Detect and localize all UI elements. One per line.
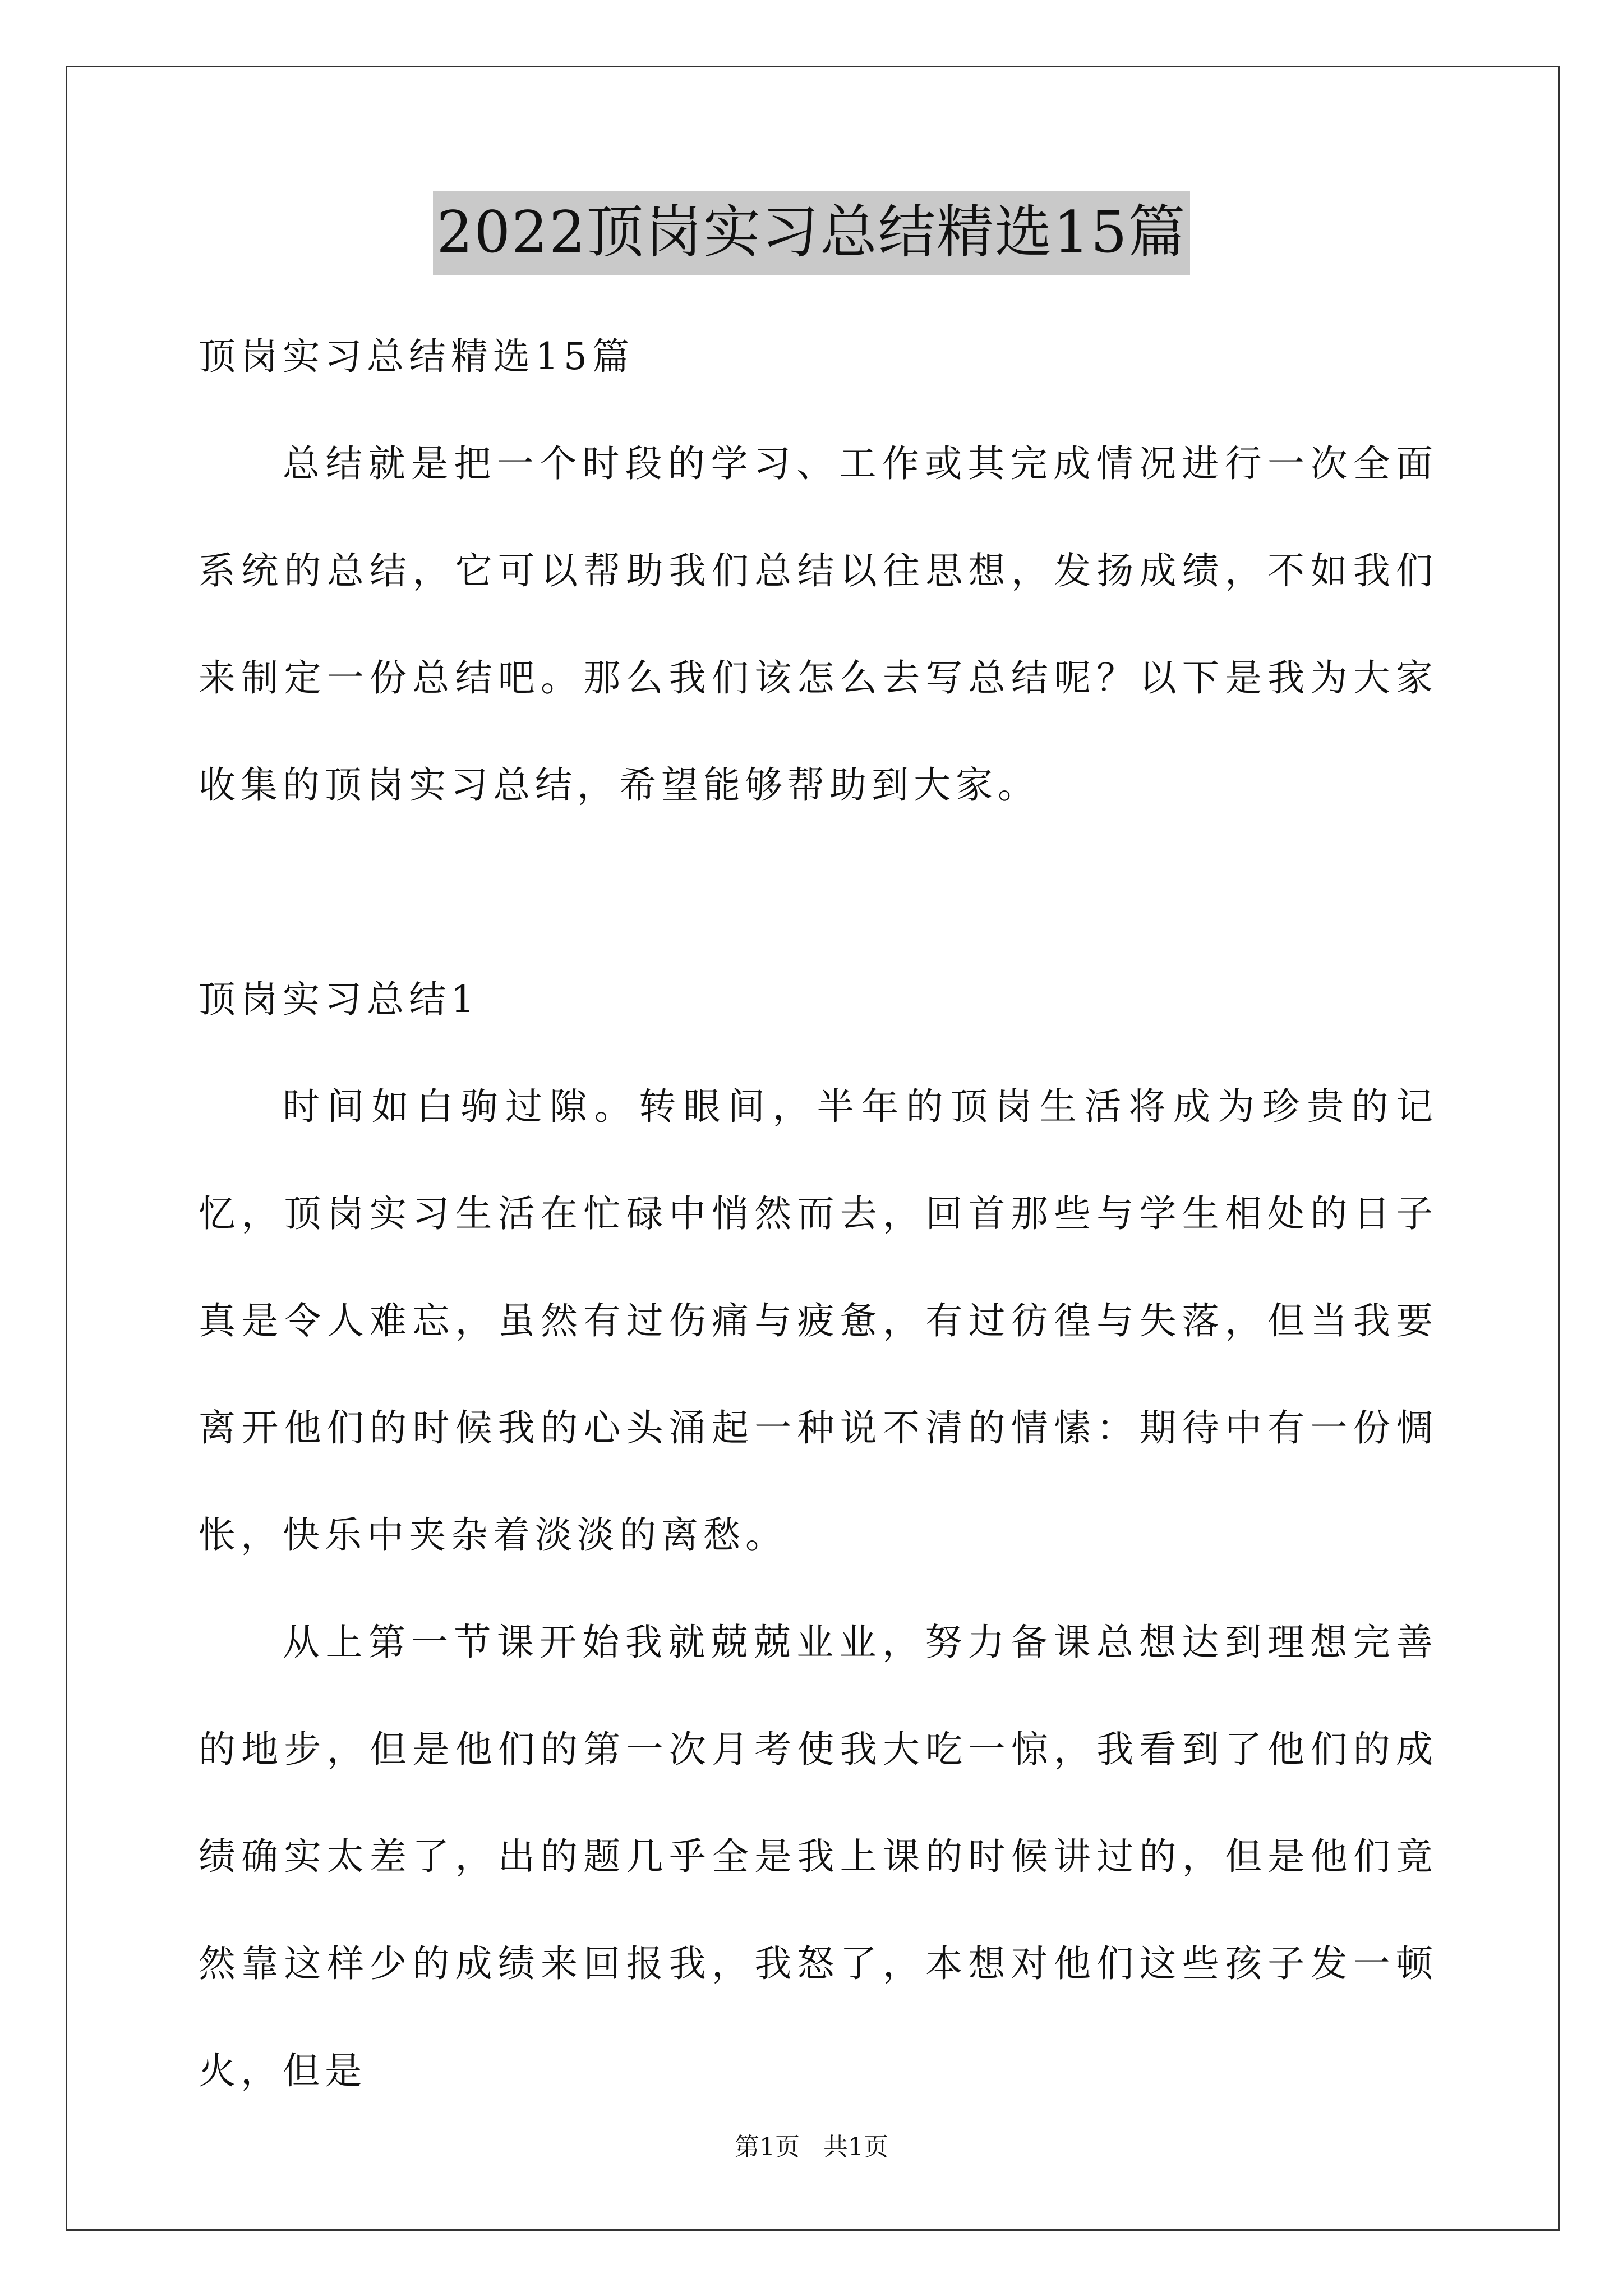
title-container (0, 191, 1623, 275)
intro-paragraph: 总结就是把一个时段的学习、工作或其完成情况进行一次全面系统的总结，它可以帮助我们总结以往思想，发扬成绩，不如我们来制定一份总结吧。那么我们该怎么去写总结呢？以下是我为大家收集的顶岗实习总结，希望能够帮助到大家。 (199, 442, 1438, 807)
page-footer (0, 2131, 1623, 2164)
page-number: 第1页 (735, 2133, 800, 2161)
body-paragraph-1: 时间如白驹过隙。转眼间，半年的顶岗生活将成为珍贵的记忆，顶岗实习生活在忙碌中悄然而去，回首那些与学生相处的日子真是令人难忘，虽然有过伤痛与疲惫，有过彷徨与失落，但当我要离开他们的时候我的心头涌起一种说不清的情愫：期待中有一份惆怅，快乐中夹杂着淡淡的离愁。 (199, 1085, 1438, 1557)
page-total: 共1页 (823, 2133, 888, 2161)
section-spacer (199, 839, 1438, 946)
section-heading: 顶岗实习总结1 (199, 978, 479, 1021)
footer-separator (800, 2133, 823, 2161)
document-title: 2022顶岗实习总结精选15篇 (433, 191, 1189, 275)
document-body (199, 303, 1438, 2124)
body-paragraph-2: 从上第一节课开始我就兢兢业业，努力备课总想达到理想完善的地步，但是他们的第一次月考使我大吃一惊，我看到了他们的成绩确实太差了，出的题几乎全是我上课的时候讲过的，但是他们竟然靠这样少的成绩来回报我，我怒了，本想对他们这些孩子发一顿火，但是 (199, 1621, 1438, 2092)
document-subtitle: 顶岗实习总结精选15篇 (199, 335, 634, 378)
